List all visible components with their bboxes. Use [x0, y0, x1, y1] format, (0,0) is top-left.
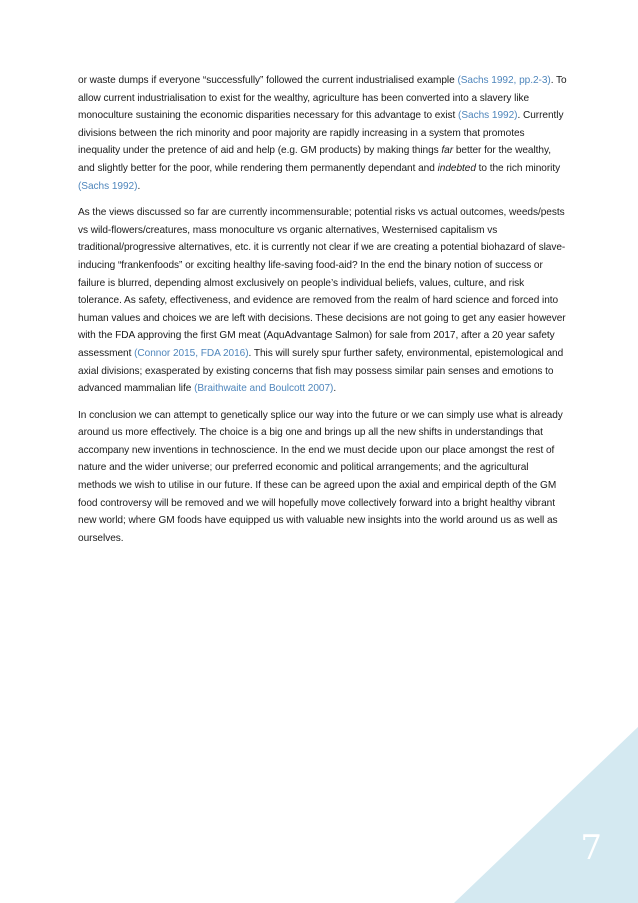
corner-triangle-graphic: [454, 727, 638, 903]
paragraph-text: or waste dumps if everyone “successfully” followed the current industrialised example: [78, 75, 458, 86]
body-text: [78, 72, 568, 556]
corner-decoration: [454, 727, 638, 903]
emphasis-text: far: [441, 145, 454, 157]
page-number: 7: [580, 828, 602, 868]
emphasis-text: indebted: [437, 162, 476, 174]
paragraph-text: In conclusion we can attempt to genetically splice our way into the future or we can simply use what is already around us more effectively. The choice is a big one and brings up all the new shifts in understandings that accompany new inventions in technoscience. In the end we must decide upon our place amongst the rest of nature and the wider universe; our preferred economic and political arrangements; and the agricultural methods we wish to utilise in our future. If these can be agreed upon the axial and empirical depth of the GM food controversy will be removed and we will hopefully move collectively forward into a bright healthy vibrant new world; where GM foods have equipped us with valuable new insights into the world around us as well as ourselves.: [78, 409, 563, 544]
citation: (Sachs 1992, pp.2-3): [457, 75, 551, 86]
citation: (Connor 2015, FDA 2016): [134, 347, 249, 359]
paragraph-text: As the views discussed so far are currently incommensurable; potential risks vs actual outcomes, weeds/pests vs wild-flowers/creatures, mass monoculture vs organic alternatives, Westernised capitalism vs traditional/progressive alternatives, etc. it is currently not clear if we are creating a potential biohazard of slave-inducing “frankenfoods” or exciting healthy life-saving food-aid? In the end the binary notion of success or failure is blurred, depending almost exclusively on people’s individual beliefs, values, culture, and risk tolerance. As safety, effectiveness, and evidence are removed from the realm of hard science and forced into human values and choices we are left with decisions. These decisions are not going to get any easier however with the FDA approving the first GM meat (AquAdvantage Salmon) for sale from 2017, after a 20 year safety assessment: [78, 207, 566, 359]
citation: (Sachs 1992): [458, 110, 518, 122]
citation: (Braithwaite and Boulcott 2007): [194, 383, 334, 395]
paragraph-text: .: [333, 383, 337, 395]
paragraph: [78, 204, 568, 398]
citation: (Sachs 1992): [78, 180, 138, 192]
paragraph-text: . This will surely spur further safety, environmental, epistemological and axial divisions; exasperated by existing concerns that fish may possess similar pain senses and emotions to advanced mammalian life: [78, 347, 564, 395]
paragraph-text: to the rich minority: [475, 162, 561, 174]
paragraph-text: .: [137, 180, 141, 192]
paragraph-text: . To allow current industrialisation to exist for the wealthy, agriculture has been converted into a slavery like monoculture sustaining the economic disparities necessary for this advantage to exist: [78, 75, 567, 122]
paragraph-text: . Currently divisions between the rich minority and poor majority are rapidly increasing in a system that promotes inequality under the pretence of aid and help (e.g. GM products) by making things: [78, 110, 564, 157]
paragraph: [78, 407, 568, 548]
paragraph: [78, 72, 568, 195]
paragraph-text: better for the wealthy, and slightly better for the poor, while rendering them permanently dependant and: [78, 145, 551, 174]
